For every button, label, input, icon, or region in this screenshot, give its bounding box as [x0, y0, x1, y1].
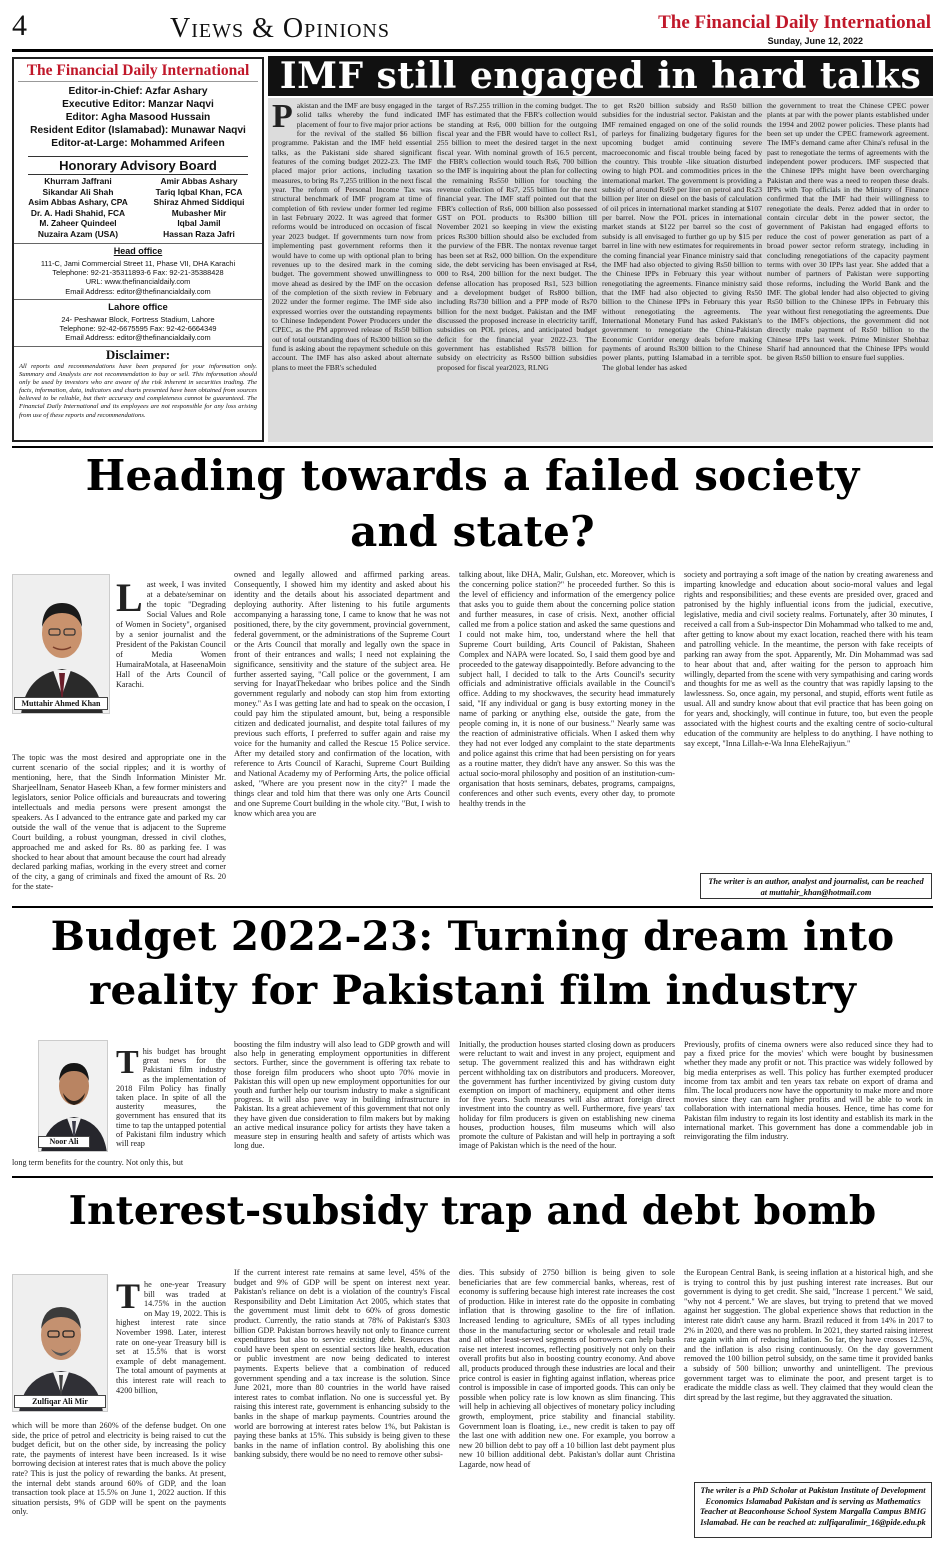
drop-cap: T — [116, 1280, 141, 1316]
drop-cap: T — [116, 1047, 139, 1081]
article2-col-3: Initially, the production houses started closing down as producers were reluctant to wait and invest in any project, equipment and setup. The government realized this and has withdrawn eight percent withholding tax on distributors and producers. Moreover, the government has further incentivized by giving custom duty exemption on import of machinery, equipment and other items for five years. Such measures will also attract foreign direct investment into the country as well. Furthermore, five years' tax holiday for film producers is given on establishing new cinema houses, production houses, film museums which will also promote the culture of Pakistan and will help in portraying a soft image of Pakistan which is the need of the hour. — [459, 1040, 675, 1151]
staff-line: Editor-in-Chief: Azfar Ashary — [68, 86, 208, 97]
address-line: 24- Peshawar Block, Fortress Stadium, Lahore — [61, 315, 215, 324]
author-photo — [12, 1274, 108, 1412]
section-title: Views & Opinions — [170, 13, 390, 44]
advisory-board-title: Honorary Advisory Board — [28, 156, 248, 175]
board-member: Sikandar Ali Shah — [42, 186, 114, 197]
lahore-office-title: Lahore office — [108, 302, 168, 313]
address-line: URL: www.thefinancialdaily.com — [85, 277, 191, 287]
drop-cap: P — [272, 101, 293, 135]
article1-headline: and state? — [350, 507, 595, 556]
article1-col-2: owned and legally allowed and affirmed parking areas. Consequently, I showed him my identity and asked about his identity and the details about his associated department and deploying authority. After listening to his futile arguments accompanying a harassing tone, I came to know that he was not positioned, there, by the city government, provincial government, federal government, or the administrations of the Supreme Court or the Arts Council that morally and legally own the space in front of their entrances and walls; I need not explaining the significance, sensitivity and the stature of the subject area. He further asserted saying, "Call police or the government, I am serving for InayatThekedaar who bribes police and the Sindh government regularly and nobody can stop him from extorting money." As I was getting late and had to speak on the occasion, I could pay him the stipulated amount, but, being a responsible citizen and dedicated journalist, and despite total failures of my previous such efforts, I preferred to suffer again and raise my voice for the humanity and called the Rescue 15 Police service. After my detailed story and confirmation of the location, with reference to Arts Council of Karachi, Supreme Court Building and National Academy my of Performing Arts, the police official asked, "Where are you present now in the city?" I made the things clear and told him that there was only one Arts Council and one Supreme Court building in the whole city. "But, I wish to know which area you are — [234, 570, 450, 818]
article3-col-1: which will be more than 260% of the defense budget. On one side, the price of petrol and electricity is being raised to cut the budget deficit, but on the other side, by increasing the policy rate, the payments of interest have been increased. Is it wise borrowing decision at interest rates that is much above the policy rate? This is just the policy of rewarding the banks. At present, the internal debt stands around 60% of GDP, and the loan transaction took place at 15.5% on June 1, 2022 auction. If this situation persists, 9% of GDP will be spent on the payments only. — [12, 1421, 226, 1517]
board-member: Dr. A. Hadi Shahid, FCA — [30, 207, 126, 218]
author-portrait-icon — [13, 575, 110, 714]
article3-col-3: dies. This subsidy of 2750 billion is being given to sole beneficiaries that are few commercial banks, whereas, rest of economy is suffering because high interest rate increases the cost of production. Hike in interest rate do the opposite in combating inflation that is throwing gasoline to the fire of inflation. Increased lending to agriculture, SMEs of all types including those in the manufacturing sector or wholesale and retail trade and all other least-served segments of borrowers can help banks raise net interest incomes, reflecting positively not only on their overall profits but also in boosting country economy. And above all, products produced through these industries are local and their price control is easier in fighting against inflation, whereas price control is impossible in case of imported goods. This can only be possible when policy rate is low known as slim financing. This will help in achieving all objectives of monetary policy including growth, employment, price stability and financial stability. Government loan is floating, i.e., new credit is taken to pay off the last one with addition new one. For example, you borrow a new 20 billion debt to pay off a 10 billion last debt payment plus new 10 billion additional debt. Pakistan's dollar aunt Christina Lagarde, now head of — [459, 1268, 675, 1469]
editorial-col-1 — [272, 101, 432, 441]
drop-cap: L — [116, 580, 143, 620]
author-portrait-icon — [13, 1275, 108, 1412]
staff-line: Resident Editor (Islamabad): Munawar Naqvi — [30, 125, 246, 136]
article1-col-4: society and portraying a soft image of the nation by creating awareness and imparting knowledge and education about socio-moral values and legal rights and responsibilities; and these events are presided over, graced and patronised by the highly influential icons from the judicial, executive, legislative, media and civil society realms. Fortunately, after 30 minutes, I received a call from a Sub-inspector Din Mohammad who talked to me and, after getting to know about my exact location, reached there with his team and patrolling vehicle. In the meantime, the person with fake receipts of parking ran away from the spot. Apparently, Mr. Din Mohammad was sad to hear about that and, after waiting for the person to approach him willingly, departed from the scene with very sympathising and caring words and thoughts for me as well as the country that was rapidly lapsing to the lawlessness. So, once again, my personal, and stupid, efforts went futile as usual. All and sundry know about that evil practice that has been going on for years and, shockingly, will continue in future, too, but even the people associated with the highest courts and the exalting centre of socio-cultural education of the community are helpless to do anything. I have nothing to say except, "Inna Lillah-e-Wa Inna EleheRajiyun." — [684, 570, 933, 749]
board-member: Tariq Iqbal Khan, FCA — [155, 186, 243, 197]
address-line: Telephone: 92-42-6675595 Fax: 92-42-6664349 — [59, 324, 217, 334]
writer-note: The writer is a PhD Scholar at Pakistan Institute of Development Economics Islamabad Pakistan and is serving as Mathematics Teacher at Beaconhouse School System Margalla Campus BMIG Islamabad. He can be reached at: zulfiqaralimir_16@pide.edu.pk — [694, 1482, 932, 1538]
address-line: Email Address: editor@thefinancialdaily.com — [65, 286, 211, 296]
board-member: Hassan Raza Jafri — [163, 228, 235, 239]
board-member: Shiraz Ahmed Siddiqui — [153, 197, 245, 207]
article2-col-4: Previously, profits of cinema owners were also reduced since they had to pay a fixed price for the movies' which were bought by businessmen whether they made any profit or not. This practice was widely followed by big media enterprises as well. This policy has further exempted producer income from tax ambit and ten years tax rebate on export of drama and film. The local producers now have the opportunity to make more and more movies since they can earn higher profits and will be able to work in collaboration with international media houses. Hence, time has come for Pakistan film industry to regain its lost identity and establish its mark in the international market. This government has done a commendable job in reinvigorating the film industry. — [684, 1040, 933, 1142]
article2-col-2: boosting the film industry will also lead to GDP growth and will also help in generating employment opportunities in different sectors. Further, since the government is offering tax rebate to those foreign film producers who shoot upto 70% movie in Pakistan this will open up new employment opportunities for our youth and further help our tourism industry to make a significant progress. It will also pave way in building infrastructure in Pakistan. Its a great achievement of this government that not only they have given due consideration to film makers but by making an active medical insurance policy for artists they have taken a measure step in ensuring health and safety of artists which was long due. — [234, 1040, 450, 1151]
column-text: akistan and the IMF are busy engaged in the solid talks whereby the fund indicated placement of four to five major prior actions for the revival of the stalled $6 billion programme. Pakistan and the IMF held essential talks, as the Pakistani side shared significant features of the coming budget 2022-23. The IMF placed major prior actions, including taxation measures, to bring Rs 7,255 trillion in the next fiscal year. The reform of Personal Income Tax was structural benchmark of IMF program at time of completion of 6th review under former led regime in last February 2022. It was agreed that former reforms would be introduced on occasion of fiscal year 2023 budget. If governments turn now from implementing past government reforms then it would have to come up with optional plan to bring revenues up to the desired mark in the coming budget. The government showed unwillingness to move ahead as desired by the IMF on the occasion of the completion of the sixth review in February 2022 under the former regime. The IMF side also expressed worries over the outstanding repayments to Chinese Independent Power Producers under the CPEC, as the PM approved release of Rs50 billion out of total outstanding dues of Rs300 billion so the fund is asking about the repayment schedule on this account. The IMF has also asked about alternate plans to meet the FBR's scheduled — [272, 101, 432, 372]
article3-headline: Interest-subsidy trap and debt bomb — [68, 1188, 877, 1234]
article3-col-2: If the current interest rate remains at same level, 45% of the budget and 9% of GDP will be spent on interest next year. Pakistan's reliance on debt is a violation of the country's Fiscal Responsibility and Debt Limitation Act 2005, which states that the government must limit debt to 60% of gross domestic product. Currently, the ratio stands at 78% of Pakistan's $303 billion GDP. Pakistan borrows heavily not only to finance current expenditures but also to service existing debt. Resources that could have been spent on essential sectors like health, education or public investment are now being dedicated to interest payments. Experts believe that a combination of reduced government spending and a tax increase is the solution. Since June 2021, more than 80 countries in the world have raised interest rates to combat inflation. No one is successful yet. By raising this interest rate, government is enhancing subsidy to the banks in the shape of markup payments. Countries around the world are borrowing at interest rates below 1%, but Pakistan is paying these banks at 15%. This subsidy is being given to these banks in the name of inflation control. By abolishing this one banking subsidy, there would be no need to remove other subsi- — [234, 1268, 450, 1460]
issue-date: Sunday, June 12, 2022 — [767, 36, 863, 46]
author-caption: Noor Ali — [38, 1136, 90, 1148]
article2-col-1-top — [116, 1047, 226, 1158]
article1-headline: Heading towards a failed society — [85, 451, 860, 500]
article1-col-1-top — [116, 580, 226, 752]
writer-note: The writer is an author, analyst and journalist, can be reached at muttahir_khan@hotmail.com — [700, 873, 932, 899]
author-caption: Muttahir Ahmed Khan — [14, 697, 108, 710]
section-rule — [12, 1176, 933, 1178]
address-line: 111-C, Jami Commercial Street 11, Phase VII, DHA Karachi — [40, 259, 236, 268]
header-rule — [12, 49, 933, 52]
article3-col-4: the European Central Bank, is seeing inflation at a historical high, and she is trying to control this by just pushing interest rate increases. But our government is dying to get credit. She said, "Increase 1 percent." We said, "why not 4 percent." We are slaves, but trying to pretend that we moved against her suggestion. The global experience shows that reduction in the interest rate didn't cause any harm. Brazil reduced it from 14% in 2017 to 2% in 2020, and there was no problem. In 2021, they started raising interest rate again with aim of reducing inflation. So far, they have crosses 12.5%, and the inflation is also rising continuously. On the day government removed the 100 billion petrol subsidy, on the same time it provided banks a subsidy of 500 billion; unworthy and unintelligent. The previous government target was to eliminate the poor, and present target is to eradicate the middle class as well. They claimed that they would clean the dirt spread by the last regime, but they aggravated the situation. — [684, 1268, 933, 1402]
article2-headline: reality for Pakistani film industry — [88, 966, 857, 1014]
staff-box — [12, 57, 264, 442]
disclaimer-title: Disclaimer: — [105, 347, 171, 362]
article2-headline: Budget 2022-23: Turning dream into — [50, 912, 895, 960]
section-rule — [12, 446, 933, 448]
column-text: he one-year Treasury bill was traded at 14.75% in the auction on May 19, 2022. This is highest interest rate since November 1998. Later, interest rate on one-year Treasury bill is set at 15.5% that is worst example of debt management. The total amount of payments at this interest rate will reach to 4200 billion, — [116, 1280, 226, 1395]
address-line: Telephone: 92-21-35311893-6 Fax: 92-21-35388428 — [52, 268, 224, 278]
article1-col-1: The topic was the most desired and appropriate one in the current scenario of the social ripples; and it is worthy of mentioning, here, that the Sindh Information Minister Mr. SharjeelInam, Senator Haseeb Khan, a few former ministers and legislators, senior Police officials and bureaucrats and towering intellectuals and media persons were present amongst the speakers. As I advanced to the entrance gate and parked my car outside the wall of the venue that is adjacent to the Supreme Court building, a robust youngman, dressed in civil clothes, approached me and asked for Rs. 80 as parking fee. I was shocked to hear about that amount because the court had already declared parking mafias, working in the every street and corner of the city, a gang of criminals and fixed the amount of Rs. 20 for the state- — [12, 753, 226, 892]
article3-col-1-top — [116, 1280, 226, 1420]
board-member: Nuzaira Azam (USA) — [37, 228, 119, 239]
staff-line: Editor-at-Large: Mohammed Arifeen — [51, 138, 225, 149]
staff-line: Executive Editor: Manzar Naqvi — [62, 99, 214, 110]
head-office-title: Head office — [113, 246, 163, 256]
board-member: Amir Abbas Ashary — [160, 176, 238, 186]
board-member: Iqbal Jamil — [177, 218, 221, 228]
board-member: M. Zaheer Quindeel — [39, 218, 117, 228]
address-line: Email Address: editor@thefinancialdaily.com — [65, 333, 211, 343]
board-member: Asim Abbas Ashary, CPA — [28, 197, 128, 207]
editorial-col-4: the government to treat the Chinese CPEC power plants at par with the power plants established under the 1994 and 2002 power policies. These plants had been set up under the CPEC framework agreement. The IMF's demand came after China's refusal in the past to renegotiate the terms of agreements with the independent power producers. IMF suspected that the Chinese IPPs might have been overcharging Pakistan and there was a need to reopen these deals. IPPs with Top officials in the Ministry of Finance confirmed that the IMF had their willingness to renegotiate the deals. Perez added that in order to contain circular debt in the power sector, the government of Pakistan had engaged efforts to reduce the cost of power generation as part of a broad power sector reform strategy, including in concluding renegotiations of the capacity payment terms with over 30 IPPs last year. She added that a number of partners of Pakistan were supporting those reforms, including the World Bank and the IMF. The global lender had also objected to giving Rs50 billion to the Chinese IPPs in February this year without first renegotiating the agreements. Due to the IMF's objections, the government did not directly make payment of Rs50 billion to the Chinese IPPs last week. Prime Minister Shehbaz Sharif had announced that the Chinese IPPs would be given Rs50 billion to ensure fuel supplies. — [767, 101, 929, 363]
staff-box-title: The Financial Daily International — [18, 62, 258, 82]
section-rule — [12, 906, 933, 908]
article2-col-1: long term benefits for the country. Not only this, but — [12, 1158, 184, 1167]
article1-col-3: talking about, like DHA, Malir, Gulshan, etc. Moreover, which is the concerning police station?" he proceeded further. So this is the level of efficiency and information of the emergency police that asks you to guide them about the concerning police station and further measures, in case of crisis. Next, another official called me from a police station and asked the same questions and I could not make him, too, understand where the hell that Supreme Court building, Arts Council of Pakistan, Shaheen Complex and NAPA were located. So, I said them good bye and proceeded to the gateway disappointedly. Before advancing to the subject hall, I decided to talk to the Arts Council's security officials and administrative officials available in the Council's office. Adding to my shockwaves, the security head immaturely said, "If any individual or gang is busy extorting money in the name of parking or anything else, outside the gate, from the people coming in, it is none of our business." Nearly same was the reaction of administrative officials. When I asked them why they had not ever lodged any complaint to the state departments and police against this crime that had been persisting on for years as a routine matter, they didn't have any answer. So this was the actual socio-moral philosophy and position of an institution-cum-organisation that hosts seminars, debates, programs, campaigns, conferences and other such events, every other day, to promote healthy trends in the — [459, 570, 675, 808]
board-member: Khurram Jaffrani — [44, 176, 112, 186]
column-text: his budget has brought great news for the Pakistani film industry as the implementation of 2018 Film Policy has finally taken place. In spite of all the austerity measures, the government has ensured that its time to tap the untapped potential of Pakistani film industry which will reap — [116, 1047, 226, 1149]
disclaimer-text: All reports and recommendations have been prepared for your information only. Summary and Analysis are not recommendation to buy or sell. This information should only be used by investors who are aware of the risk inherent in securities trading. The facts, information, data, indicators and charts presented have been obtained from sources believed to be reliable, but their accuracy and completeness cannot be guaranteed. The Financial Daily International and its employees are not responsible for any loss arising from use of these reports and recommendations. — [19, 363, 257, 419]
editorial-col-3: to get Rs20 billion subsidy and Rs50 billion subsidies for the industrial sector. Pakistan and the IMF remained engaged on one of the solid rounds of parleys for finalizing budgetary figures for the upcoming budget amid continuing severe macroeconomic and fiscal trouble being faced by the country. This trouble -like situation disturbed owing to high POL and commodities prices in the international market. The government is providing a subsidy of around Rs69 per liter on petrol and Rs23 billion per liter on diesel on the basis of calculation of oil prices in international market standing at $107 per barrel. Now the POL prices in international market stands at $122 per barrel so the cost of subsidy is all envisaged to further go up by $15 per barrel in line with new estimates for requirements in the coming financial year Finance ministry said that the IMF had also objected to giving Rs50 billion to the Chinese IPPs in February this year without renegotiating the agreements. Finance ministry said that the IMF had also objected to giving Rs50 billion to the Chinese IPPs in February this year without renegotiating the agreements. The International Monetary Fund has asked Pakistan's government to renegotiate the China-Pakistan Economic Corridor energy deals before making payments of around Rs300 billion to the Chinese power plants, putting Islamabad in a terrible spot. The global lender has asked — [602, 101, 762, 372]
editorial-col-2: target of Rs7.255 trillion in the coming budget. The IMF has estimated that the FBR's collection would be standing at Rs6, 000 billion for the outgoing fiscal year and the FBR would have to collect Rs1, 255 billion to meet the desired target in the next fiscal year. With nominal growth of 16.5 percent, the FBR's collection would touch Rs6, 700 billion so the IMF is inquiring about the plan for collecting the remaining Rs550 billion for touching the revenue collection of Rs7, 255 billion for the next financial year. The IMF staff pointed out that the FBR's collection of Rs6, 000 billion also possessed GST on POL products to Rs300 billion till November 2021 so keeping in view the existing prices Rs300 billion should also be excluded from the purview of the FBR. The nontax revenue target has been set at Rs2, 000 billion. On the expenditure side, the debt servicing has been envisaged at Rs4, 000 to Rs4, 200 billion for the next budget. The defense allocation has proposed Rs1, 523 billion and a development budget of Rs800 billion, including Rs730 billion and a PPP mode of Rs70 billion for the next budget. Pakistan and the IMF discussed the proposed increase in electricity tariff, subsidies on POL prices, and anticipated budget deficit for the financial year 2022-23. The government has established Rs578 billion for subsidy on electricity as Rs500 billion subsidies proposed for fiscal year2023, RLNG — [437, 101, 597, 372]
staff-line: Editor: Agha Masood Hussain — [65, 112, 211, 123]
column-text: ast week, I was invited at a debate/seminar on the topic "Degrading Social Values and Role of Women in Society", organised by a senior journalist and the President of the Pakistan Council of Media Women HumairaMotala, at HaseenaMoin Hall of the Arts Council of Karachi. — [116, 580, 226, 689]
page-number: 4 — [12, 9, 27, 42]
masthead-title: The Financial Daily International — [658, 12, 931, 33]
author-photo — [12, 574, 110, 714]
board-member: Mubasher Mir — [171, 207, 227, 218]
editorial-headline: IMF still engaged in hard talks — [279, 55, 922, 97]
author-caption: Zulfiqar Ali Mir — [14, 1395, 106, 1408]
